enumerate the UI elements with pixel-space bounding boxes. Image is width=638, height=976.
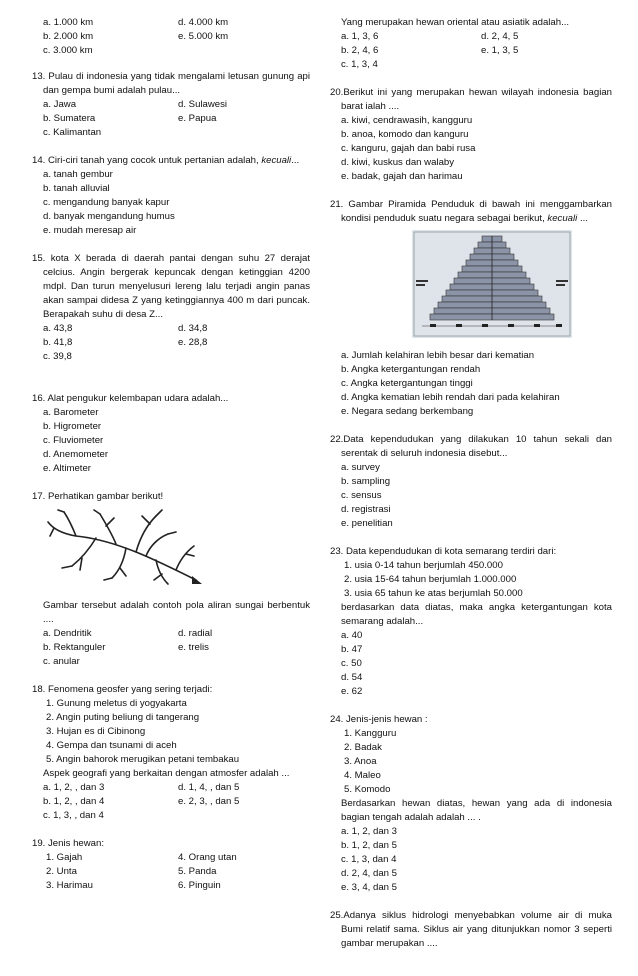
list-item: 4. Maleo xyxy=(344,770,381,781)
option[interactable]: d. registrasi xyxy=(341,504,391,515)
question-text: 16. Alat pengukur kelembapan udara adalah... xyxy=(32,393,229,404)
option[interactable]: e. 1, 3, 5 xyxy=(481,45,519,56)
arrow-icon xyxy=(192,576,202,584)
list-item: 6. Pinguin xyxy=(178,880,221,891)
list-item: 2. Angin puting beliung di tangerang xyxy=(46,712,200,723)
question-subtext: Berdasarkan hewan diatas, hewan yang ada di indonesia bagian tengah adalah adalah ... . xyxy=(341,798,612,823)
list-item: 2. Badak xyxy=(344,742,382,753)
option[interactable]: e. trelis xyxy=(178,642,209,653)
right-column xyxy=(330,16,612,965)
option[interactable] xyxy=(178,126,310,140)
option[interactable]: d. kiwi, kuskus dan walaby xyxy=(341,157,455,168)
left-column xyxy=(32,16,310,907)
option[interactable]: a. Barometer xyxy=(43,407,99,418)
option[interactable]: a. 1.000 km xyxy=(43,17,94,28)
option[interactable]: d. 2, 4, 5 xyxy=(481,31,519,42)
question-text: 22.Data kependudukan yang dilakukan 10 tahun sekali dan serentak di seluruh indonesia disebut... xyxy=(330,434,612,459)
option[interactable]: a. 1, 3, 6 xyxy=(341,31,379,42)
option[interactable]: e. 5.000 km xyxy=(178,31,229,42)
question-text: Yang merupakan hewan oriental atau asiatik adalah... xyxy=(341,17,570,28)
question-subtext: Aspek geografi yang berkaitan dengan atmosfer adalah ... xyxy=(43,768,290,779)
question-24 xyxy=(330,713,612,895)
option[interactable]: c. 1, 3, dan 4 xyxy=(341,854,397,865)
option[interactable]: c. Fluviometer xyxy=(43,435,104,446)
option[interactable]: b. 41,8 xyxy=(43,337,73,348)
question-subtext: Gambar tersebut adalah contoh pola aliran sungai berbentuk .... xyxy=(43,600,310,625)
question-19 xyxy=(32,837,310,893)
option[interactable]: e. 2, 3, , dan 5 xyxy=(178,796,240,807)
option[interactable]: b. sampling xyxy=(341,476,391,487)
option[interactable]: b. 47 xyxy=(341,644,363,655)
option[interactable]: a. 1, 2, dan 3 xyxy=(341,826,398,837)
option[interactable]: b. Rektanguler xyxy=(43,642,106,653)
option[interactable] xyxy=(178,809,310,823)
option[interactable]: c. Angka ketergantungan tinggi xyxy=(341,378,473,389)
option[interactable]: e. 28,8 xyxy=(178,337,208,348)
list-item: 2. usia 15-64 tahun berjumlah 1.000.000 xyxy=(344,574,517,585)
list-item: 2. Unta xyxy=(46,866,77,877)
question-18 xyxy=(32,683,310,823)
option[interactable]: e. Negara sedang berkembang xyxy=(341,406,474,417)
question-subtext: berdasarkan data diatas, maka angka ketergantungan kota semarang adalah... xyxy=(341,602,612,627)
option[interactable]: a. tanah gembur xyxy=(43,169,113,180)
option[interactable]: d. Angka kematian lebih rendah dari pada kelahiran xyxy=(341,392,560,403)
list-item: 1. Kangguru xyxy=(344,728,397,739)
list-item: 3. Anoa xyxy=(344,756,377,767)
option[interactable]: c. anular xyxy=(43,656,80,667)
option[interactable]: d. banyak mengandung humus xyxy=(43,211,175,222)
list-item: 1. usia 0-14 tahun berjumlah 450.000 xyxy=(344,560,503,571)
dendritic-river-figure xyxy=(46,508,310,593)
option[interactable] xyxy=(481,58,612,72)
question-19-continued xyxy=(330,16,612,72)
question-22 xyxy=(330,433,612,531)
option[interactable]: c. kanguru, gajah dan babi rusa xyxy=(341,143,476,154)
option[interactable]: c. 39,8 xyxy=(43,351,72,362)
option[interactable]: d. Sulawesi xyxy=(178,99,228,110)
list-item: 4. Gempa dan tsunami di aceh xyxy=(46,740,177,751)
option[interactable]: c. sensus xyxy=(341,490,382,501)
option[interactable]: b. 1, 2, dan 5 xyxy=(341,840,398,851)
question-text: 24. Jenis-jenis hewan : xyxy=(330,714,428,725)
option[interactable]: e. 62 xyxy=(341,686,363,697)
option[interactable]: d. 54 xyxy=(341,672,363,683)
option[interactable]: e. mudah meresap air xyxy=(43,225,137,236)
list-item: 4. Orang utan xyxy=(178,852,237,863)
question-text: 23. Data kependudukan di kota semarang terdiri dari: xyxy=(330,546,557,557)
option[interactable]: a. Jumlah kelahiran lebih besar dari kematian xyxy=(341,350,535,361)
option[interactable]: c. 1, 3, 4 xyxy=(341,59,378,70)
option[interactable]: a. 40 xyxy=(341,630,363,641)
question-text: 25.Adanya siklus hidrologi menyebabkan volume air di muka Bumi relatif sama. Siklus air yang ditunjukkan nomor 3 seperti gambar merupakan .... xyxy=(330,910,612,949)
list-item: 1. Gajah xyxy=(46,852,83,863)
option[interactable]: a. Jawa xyxy=(43,99,77,110)
option[interactable]: c. 1, 3, , dan 4 xyxy=(43,810,104,821)
option[interactable] xyxy=(178,350,310,364)
option[interactable]: b. anoa, komodo dan kanguru xyxy=(341,129,469,140)
question-text: 20.Berikut ini yang merupakan hewan wilayah indonesia bagian barat ialah .... xyxy=(330,87,612,112)
option[interactable]: a. 43,8 xyxy=(43,323,73,334)
option[interactable]: b. 2.000 km xyxy=(43,31,94,42)
option[interactable]: c. mengandung banyak kapur xyxy=(43,197,170,208)
option[interactable]: e. badak, gajah dan harimau xyxy=(341,171,463,182)
list-item: 5. Panda xyxy=(178,866,217,877)
option[interactable]: d. radial xyxy=(178,628,213,639)
option[interactable]: d. 4.000 km xyxy=(178,17,229,28)
question-text: 19. Jenis hewan: xyxy=(32,838,104,849)
option[interactable]: b. Angka ketergantungan rendah xyxy=(341,364,481,375)
list-item: 1. Gunung meletus di yogyakarta xyxy=(46,698,187,709)
option[interactable]: a. 1, 2, , dan 3 xyxy=(43,782,105,793)
option[interactable]: e. penelitian xyxy=(341,518,393,529)
option[interactable]: b. Sumatera xyxy=(43,113,96,124)
question-text: 13. Pulau di indonesia yang tidak mengalami letusan gunung api dan gempa bumi adalah pulau... xyxy=(32,71,310,96)
option[interactable]: d. 2, 4, dan 5 xyxy=(341,868,398,879)
option[interactable]: b. Higrometer xyxy=(43,421,102,432)
option[interactable] xyxy=(178,655,310,669)
list-item: 5. Angin bahorok merugikan petani tembakau xyxy=(46,754,240,765)
option[interactable]: e. 3, 4, dan 5 xyxy=(341,882,398,893)
river-pattern-image xyxy=(46,508,206,588)
option[interactable]: a. survey xyxy=(341,462,380,473)
option[interactable]: b. 1, 2, , dan 4 xyxy=(43,796,105,807)
population-pyramid-image xyxy=(412,230,572,338)
question-25 xyxy=(330,909,612,951)
question-text: 14. Ciri-ciri tanah yang cocok untuk pertanian adalah, kecuali... xyxy=(32,155,300,166)
option[interactable]: a. Dendritik xyxy=(43,628,92,639)
option[interactable]: a. kiwi, cendrawasih, kangguru xyxy=(341,115,473,126)
list-item: 5. Komodo xyxy=(344,784,391,795)
question-21 xyxy=(330,198,612,419)
question-14 xyxy=(32,154,310,238)
question-text: 18. Fenomena geosfer yang sering terjadi: xyxy=(32,684,213,695)
option[interactable]: b. tanah alluvial xyxy=(43,183,110,194)
question-20 xyxy=(330,86,612,184)
list-item: 3. Hujan es di Cibinong xyxy=(46,726,146,737)
option[interactable]: c. 3.000 km xyxy=(43,45,93,56)
population-pyramid-figure xyxy=(412,230,612,343)
question-13 xyxy=(32,70,310,140)
question-text: 21. Gambar Piramida Penduduk di bawah ini menggambarkan kondisi penduduk suatu negara sebagai berikut, kecuali ... xyxy=(330,199,612,224)
option[interactable]: e. Papua xyxy=(178,113,217,124)
option[interactable] xyxy=(178,44,310,58)
option[interactable]: c. Kalimantan xyxy=(43,127,102,138)
question-17 xyxy=(32,490,310,669)
option[interactable]: e. Altimeter xyxy=(43,463,91,474)
option[interactable]: d. 34,8 xyxy=(178,323,208,334)
list-item: 3. Harimau xyxy=(46,880,93,891)
question-23 xyxy=(330,545,612,699)
option[interactable]: c. 50 xyxy=(341,658,362,669)
option[interactable]: b. 2, 4, 6 xyxy=(341,45,379,56)
question-16 xyxy=(32,392,310,476)
option[interactable]: d. Anemometer xyxy=(43,449,109,460)
question-12-options xyxy=(32,16,310,58)
question-text: 15. kota X berada di daerah pantai dengan suhu 27 derajat celcius. Angin bergerak kepuncak dengan ketinggian 4200 mdpl. Dan turun menyelusuri lereng lalu terjadi angin panas akan sampai didesa Z yang ketinggiannya 400 m dari puncak. Berapakah suhu di desa Z... xyxy=(32,253,310,320)
option[interactable]: d. 1, 4, , dan 5 xyxy=(178,782,240,793)
question-text: 17. Perhatikan gambar berikut! xyxy=(32,491,164,502)
question-15 xyxy=(32,252,310,364)
list-item: 3. usia 65 tahun ke atas berjumlah 50.000 xyxy=(344,588,523,599)
